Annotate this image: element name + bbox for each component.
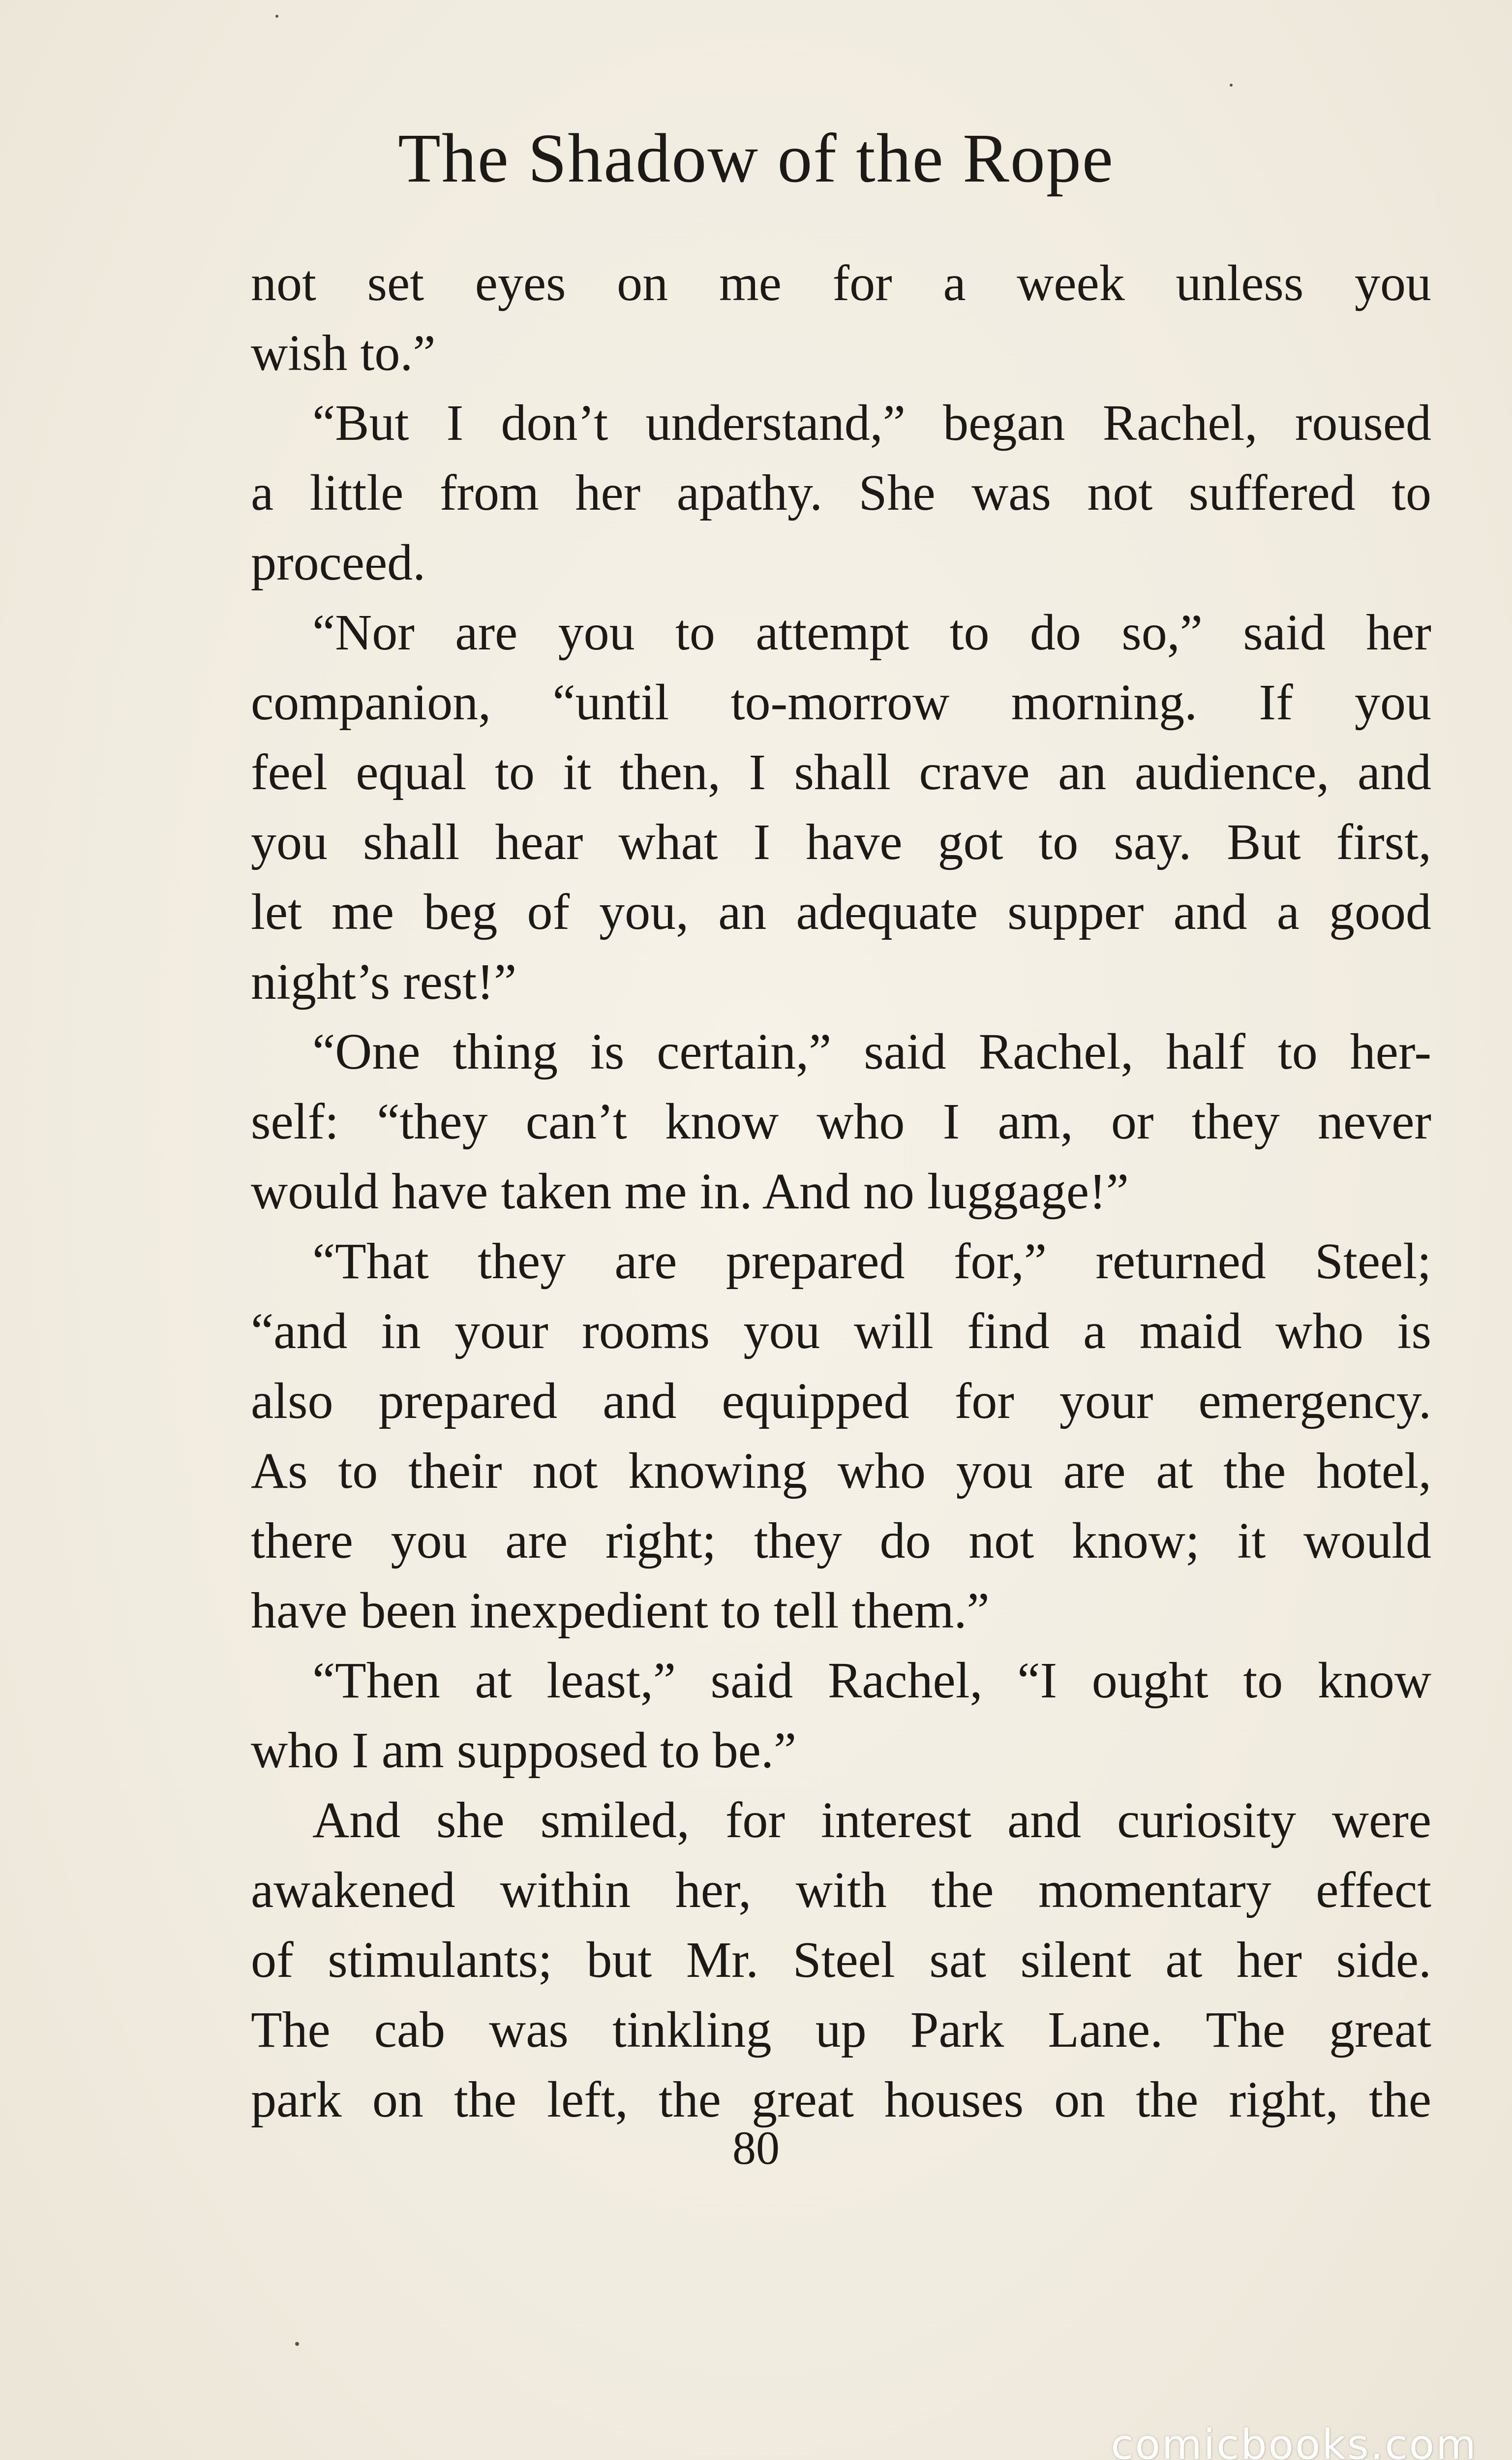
text-line: let me beg of you, an adequate supper and a good: [251, 884, 1431, 940]
text-line: park on the left, the great houses on the right, the: [251, 2071, 1431, 2128]
text-line: a little from her apathy. She was not suffered to: [251, 464, 1431, 521]
text-line: “That they are prepared for,” returned Steel;: [312, 1233, 1431, 1290]
text-line: self: “they can’t know who I am, or they never: [251, 1093, 1431, 1150]
text-line: “One thing is certain,” said Rachel, half to her-: [312, 1023, 1431, 1080]
paper-speck: [1230, 84, 1233, 87]
watermark: comicbooks.com: [1111, 2421, 1478, 2460]
text-line: “But I don’t understand,” began Rachel, roused: [312, 395, 1431, 451]
page-number: 80: [732, 2122, 780, 2174]
text-line: “and in your rooms you will find a maid who is: [251, 1303, 1431, 1359]
text-line: have been inexpedient to tell them.”: [251, 1582, 990, 1639]
text-line: also prepared and equipped for your emergency.: [251, 1373, 1431, 1429]
text-line: would have taken me in. And no luggage!”: [251, 1163, 1129, 1220]
running-head: The Shadow of the Rope: [398, 119, 1114, 197]
text-line: “Nor are you to attempt to do so,” said her: [312, 604, 1431, 661]
paper-speck: [295, 2342, 299, 2346]
text-line: The cab was tinkling up Park Lane. The great: [251, 2001, 1431, 2058]
text-line: feel equal to it then, I shall crave an audience, and: [251, 744, 1431, 800]
text-line: And she smiled, for interest and curiosity were: [312, 1792, 1431, 1848]
text-line: there you are right; they do not know; it would: [251, 1512, 1431, 1569]
text-line: As to their not knowing who you are at the hotel,: [251, 1443, 1431, 1499]
text-line: awakened within her, with the momentary effect: [251, 1862, 1431, 1918]
paper-speck: [275, 15, 278, 18]
text-line: you shall hear what I have got to say. But first,: [251, 814, 1431, 870]
text-line: proceed.: [251, 534, 426, 591]
text-line: not set eyes on me for a week unless you: [251, 255, 1431, 311]
body-text: [251, 248, 1431, 2135]
text-line: night’s rest!”: [251, 953, 517, 1010]
text-line: “Then at least,” said Rachel, “I ought to know: [312, 1652, 1431, 1709]
text-line: companion, “until to-morrow morning. If you: [251, 674, 1431, 731]
text-line: who I am supposed to be.”: [251, 1722, 797, 1779]
text-line: of stimulants; but Mr. Steel sat silent at her side.: [251, 1932, 1431, 1988]
text-line: wish to.”: [251, 325, 436, 381]
